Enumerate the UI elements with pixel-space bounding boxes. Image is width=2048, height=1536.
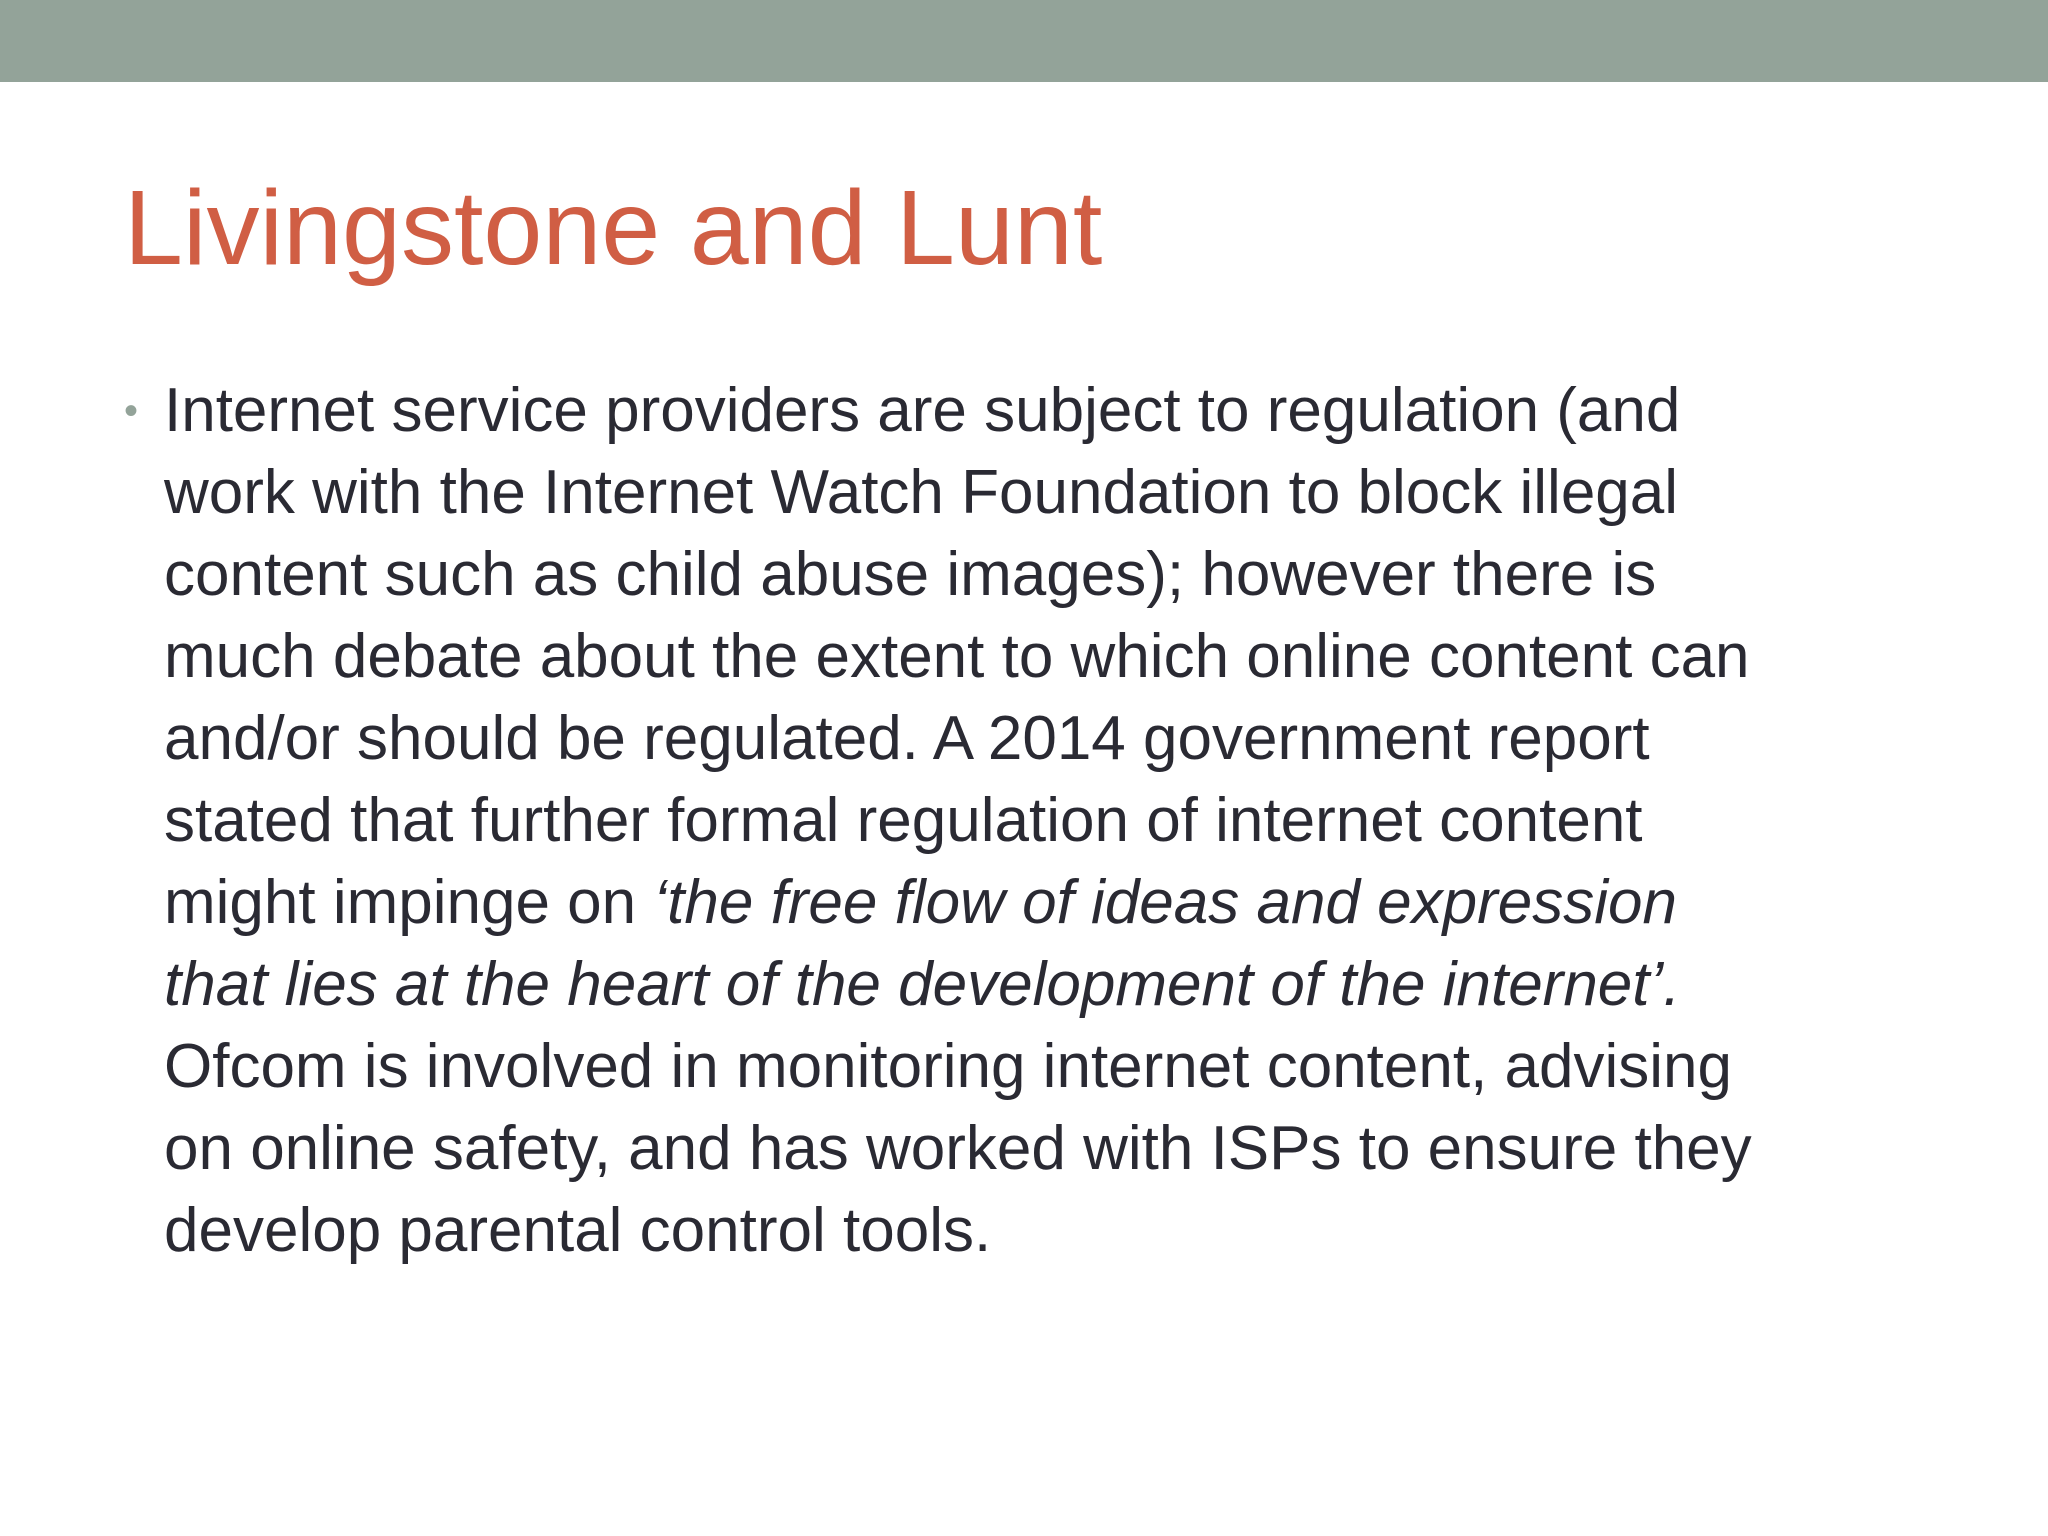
bullet-line-3: content such as child abuse images); however there is (164, 540, 1657, 609)
quote-end: that lies at the heart of the development of the internet’. (164, 950, 1681, 1019)
bullet-marker: • (124, 389, 139, 433)
bullet-line-4: much debate about the extent to which online content can (164, 622, 1750, 691)
bullet-line-2: work with the Internet Watch Foundation to block illegal (164, 458, 1679, 527)
quote-start: ‘the free flow of ideas and expression (653, 868, 1677, 937)
bullet-line-8 (164, 944, 1964, 1026)
bullet-line-1: Internet service providers are subject to regulation (and (164, 376, 1681, 445)
bullet-list (124, 370, 1964, 1272)
bullet-line-9: Ofcom is involved in monitoring internet content, advising (164, 1032, 1733, 1101)
bullet-line-7: might impinge on ‘the free flow of ideas and expression (164, 868, 1677, 937)
bullet-line-10: on online safety, and has worked with ISPs to ensure they (164, 1114, 1752, 1183)
slide-title: Livingstone and Lunt (124, 169, 1103, 287)
bullet-line-5: and/or should be regulated. A 2014 government report (164, 704, 1650, 773)
bullet-line-11: develop parental control tools. (164, 1196, 992, 1265)
bullet-text (164, 370, 1964, 1272)
bullet-item (124, 370, 1964, 1272)
bullet-line-6: stated that further formal regulation of internet content (164, 786, 1643, 855)
header-band (0, 0, 2048, 82)
